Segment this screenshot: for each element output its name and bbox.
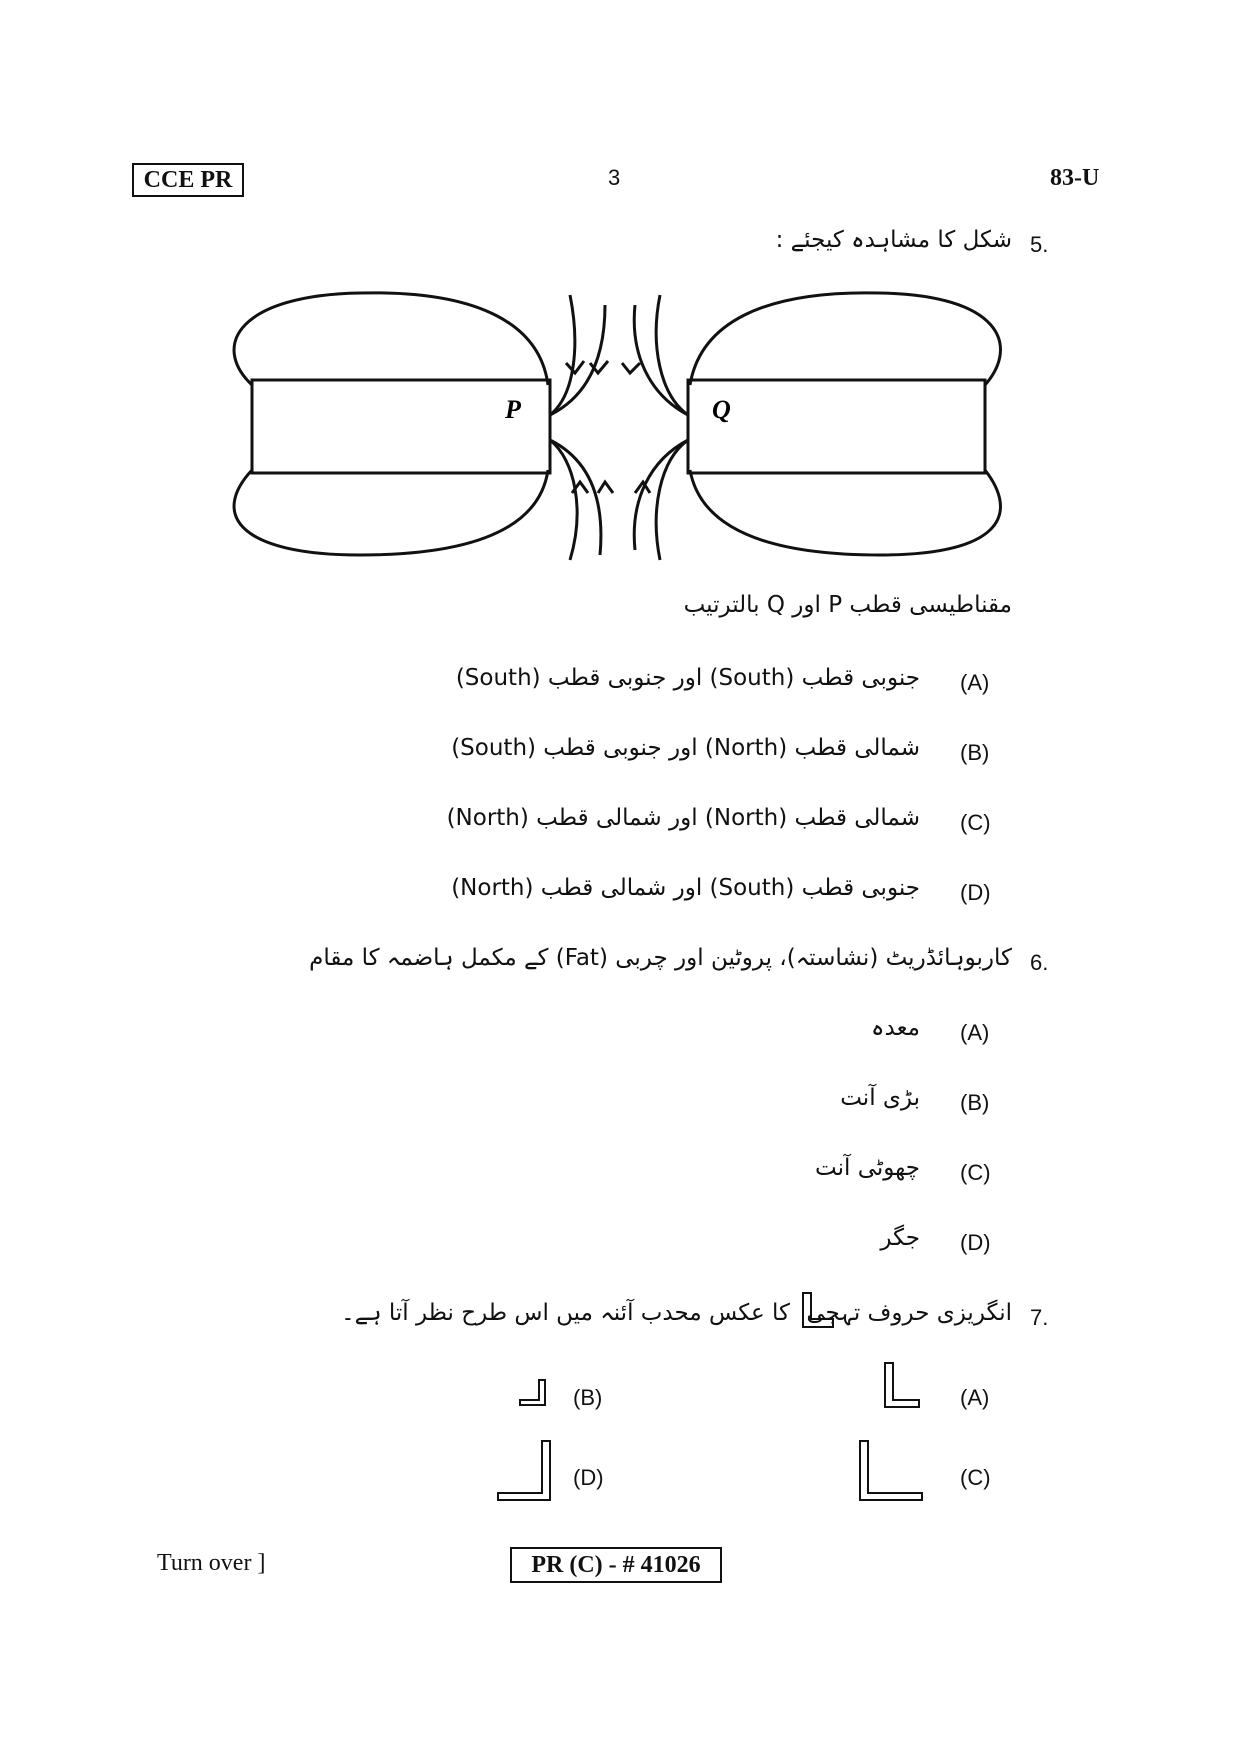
q7-option-a-letter: (A) [960,1385,990,1410]
q6-option-a[interactable]: معدہ [871,1015,920,1041]
q5-option-d-letter: (D) [960,880,991,905]
q6-option-b[interactable]: بڑی آنت [840,1085,920,1111]
q5-option-b[interactable]: شمالی قطب (North) اور جنوبی قطب (South) [451,735,920,761]
q7-option-d-letter: (D) [573,1465,604,1490]
q6-option-d-letter: (D) [960,1230,991,1255]
q5-option-a-letter: (A) [960,670,990,695]
q5-prompt: شکل کا مشاہدہ کیجئے : [775,227,1012,253]
q6-option-c[interactable]: چھوٹی آنت [815,1155,920,1181]
label-q: Q [712,395,731,424]
turn-over-note: Turn over ] [157,1550,266,1576]
q6-option-c-letter: (C) [960,1160,991,1185]
q7-option-b-letter: (B) [573,1385,603,1410]
bar-magnets-figure [230,285,1010,565]
q5-option-b-letter: (B) [960,740,990,765]
q6-option-a-letter: (A) [960,1020,990,1045]
footer-code-box: PR (C) - # 41026 [510,1547,722,1583]
q7-option-b-image[interactable] [518,1378,548,1408]
letter-l-symbol [800,1290,836,1330]
q7-option-a-image[interactable] [882,1360,922,1410]
q6-option-b-letter: (B) [960,1090,990,1115]
q7-option-c-letter: (C) [960,1465,991,1490]
label-p: P [505,395,521,424]
q7-option-c-image[interactable] [857,1438,925,1503]
q5-number: 5. [1030,232,1049,257]
q7-option-d-image[interactable] [495,1438,553,1503]
q5-option-c[interactable]: شمالی قطب (North) اور شمالی قطب (North) [446,805,920,831]
q6-question: کاربوہائڈریٹ (نشاستہ)، پروٹین اور چربی (Fat) کے مکمل ہاضمہ کا مقام [309,945,1012,971]
q5-option-d[interactable]: جنوبی قطب (South) اور شمالی قطب (North) [451,875,920,901]
page-number: 3 [608,165,621,190]
q7-number: 7. [1030,1305,1049,1330]
magnet-p [252,380,550,473]
magnet-q [688,380,985,473]
q6-number: 6. [1030,950,1049,975]
q5-option-c-letter: (C) [960,810,991,835]
paper-code: 83-U [1050,165,1100,191]
header-code-box: CCE PR [132,163,244,197]
q7-question-part1: انگریزی حروف تہجی [806,1300,1012,1326]
q5-question: مقناطیسی قطب P اور Q بالترتیب [683,592,1012,618]
q6-option-d[interactable]: جگر [880,1225,920,1251]
q7-question-part2: کا عکس محدب آئنہ میں اس طرح نظر آتا ہے۔ [341,1300,790,1326]
q5-option-a[interactable]: جنوبی قطب (South) اور جنوبی قطب (South) [455,665,920,691]
